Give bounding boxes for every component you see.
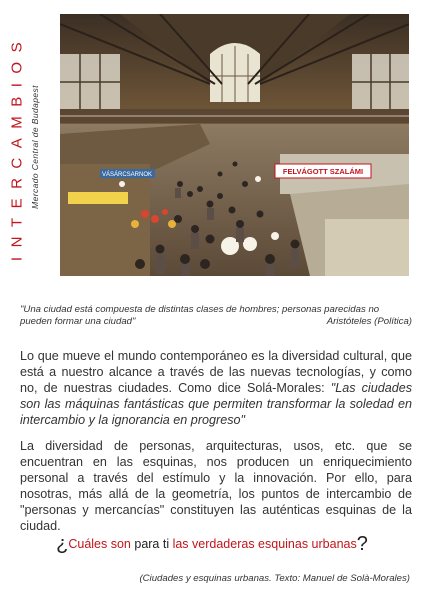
- photo-caption: [27, 14, 43, 280]
- left-sign-text: VÁSÁRCSARNOK: [101, 172, 153, 178]
- side-title: [6, 14, 28, 280]
- quote-line-2: [20, 316, 412, 328]
- paragraph-1-text: Lo que mueve el mundo contemporáneo es la diversidad cultural, que está a nuestro alcance a través de las nuevas tecnologías, y como no, de nuestras ciudades. Como dice Solá-Morales:: [20, 349, 412, 395]
- paragraph-diversity: [20, 348, 412, 428]
- paragraph-corners: La diversidad de personas, arquitecturas, usos, etc. que se encuentran en las esquinas, nos producen un enriquecimiento personal a través del estímulo y la innovación. Por ello, para nosotras, más allá de la geometría, los puntos de intercambio de "personas y mercancías" constituyen las auténticas esquinas de la ciudad.: [20, 439, 412, 533]
- quote-line-1: "Una ciudad está compuesta de distintas clases de hombres; personas parecidas no: [20, 304, 380, 315]
- quote-author: Aristóteles (Política): [326, 316, 412, 327]
- question-part-1: Cuáles son: [68, 537, 131, 551]
- closing-question: [0, 533, 424, 556]
- sola-morales-quote: "Las ciudades son las máquinas fantásticas que permiten transformar la soledad en intercambio y la ignorancia en progreso": [20, 381, 413, 427]
- side-title-text: INTERCAMBIOS: [8, 32, 26, 262]
- question-open-mark: ¿: [56, 533, 69, 555]
- question-part-2: para ti: [130, 537, 173, 551]
- market-illustration: [60, 14, 409, 276]
- source-citation: (Ciudades y esquinas urbanas. Texto: Manuel de Solà-Morales): [139, 573, 410, 584]
- question-part-3: las verdaderas esquinas urbanas: [172, 537, 357, 551]
- question-close-mark: ?: [356, 533, 368, 555]
- quote-line-2-text: pueden formar una ciudad": [20, 316, 136, 327]
- photo-caption-text: Mercado Central de Budapest: [30, 85, 40, 209]
- aristotle-quote: [20, 304, 412, 328]
- market-photo: [60, 14, 409, 276]
- right-sign-text: FELVÁGOTT SZALÁMI: [282, 167, 364, 176]
